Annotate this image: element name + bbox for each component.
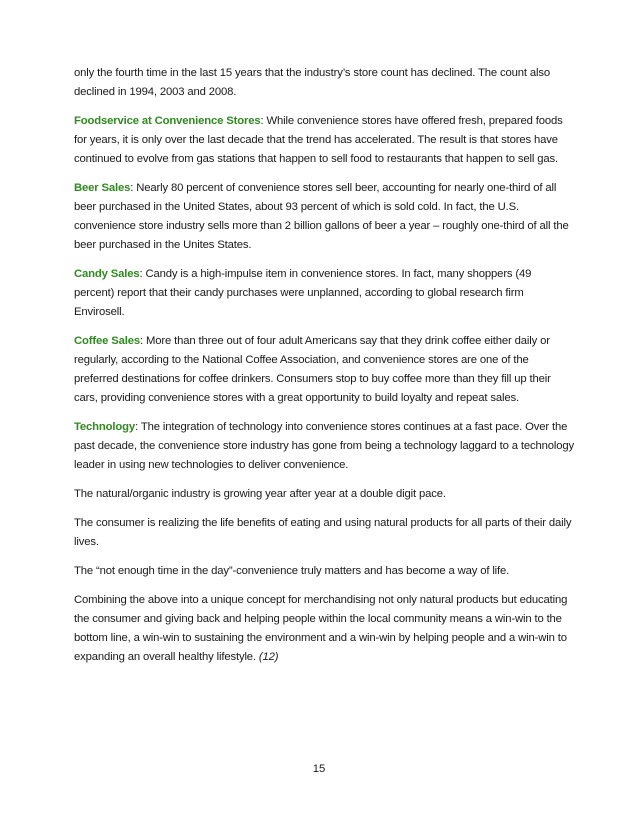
paragraph-beer-sales (74, 179, 574, 255)
paragraph-text: : More than three out of four adult Americans say that they drink coffee either daily or regularly, according to the National Coffee Association, and convenience stores are one of the preferred destinations for coffee drinkers. Consumers stop to buy coffee more than they fill up their cars, providing convenience stores with a great opportunity to build loyalty and repeat sales. (74, 335, 551, 404)
paragraph-text: only the fourth time in the last 15 years that the industry’s store count has declined. The count also declined in 1994, 2003 and 2008. (74, 67, 550, 98)
paragraph-consumer-benefits (74, 514, 574, 552)
paragraph-lead: Beer Sales (74, 182, 131, 194)
paragraph-foodservice (74, 112, 574, 169)
page-number: 15 (312, 763, 326, 775)
paragraph-lead: Foodservice at Convenience Stores (74, 115, 261, 127)
paragraph-text: : The integration of technology into convenience stores continues at a fast pace. Over the past decade, the convenience store industry has gone from being a technology laggard to a technology leader in using new technologies to deliver convenience. (74, 421, 574, 471)
paragraph-text: The natural/organic industry is growing year after year at a double digit pace. (74, 488, 446, 500)
paragraph-lead: Coffee Sales (74, 335, 141, 347)
paragraph-text: : While convenience stores have offered fresh, prepared foods for years, it is only over the last decade that the trend has accelerated. The result is that stores have continued to evolve from gas stations that happen to sell food to restaurants that happen to sell gas. (74, 115, 563, 165)
paragraph-natural-organic (74, 485, 574, 504)
citation-reference: (12) (258, 651, 279, 663)
paragraph-text: The “not enough time in the day”-convenience truly matters and has become a way of life. (74, 565, 510, 577)
paragraph-technology (74, 418, 574, 475)
document-body (74, 64, 574, 677)
paragraph-coffee-sales (74, 332, 574, 408)
paragraph-text: Combining the above into a unique concept for merchandising not only natural products but educating the consumer and giving back and helping people within the local community means a win-win to the bottom line, a win-win to sustaining the environment and a win-win by helping people and a win-win to expanding an overall healthy lifestyle. (74, 594, 568, 663)
paragraph-convenience (74, 562, 574, 581)
paragraph-text: : Candy is a high-impulse item in convenience stores. In fact, many shoppers (49 percent) report that their candy purchases were unplanned, according to global research firm Envirosell. (74, 268, 532, 318)
paragraph-text: : Nearly 80 percent of convenience stores sell beer, accounting for nearly one-third of all beer purchased in the United States, about 93 percent of which is sold cold. In fact, the U.S. convenience store industry sells more than 2 billion gallons of beer a year – roughly one-third of all the beer purchased in the Unites States. (74, 182, 569, 251)
paragraph-store-count (74, 64, 574, 102)
paragraph-lead: Technology (74, 421, 136, 433)
paragraph-text: The consumer is realizing the life benefits of eating and using natural products for all parts of their daily lives. (74, 517, 572, 548)
paragraph-candy-sales (74, 265, 574, 322)
paragraph-conclusion (74, 591, 574, 667)
paragraph-lead: Candy Sales (74, 268, 140, 280)
